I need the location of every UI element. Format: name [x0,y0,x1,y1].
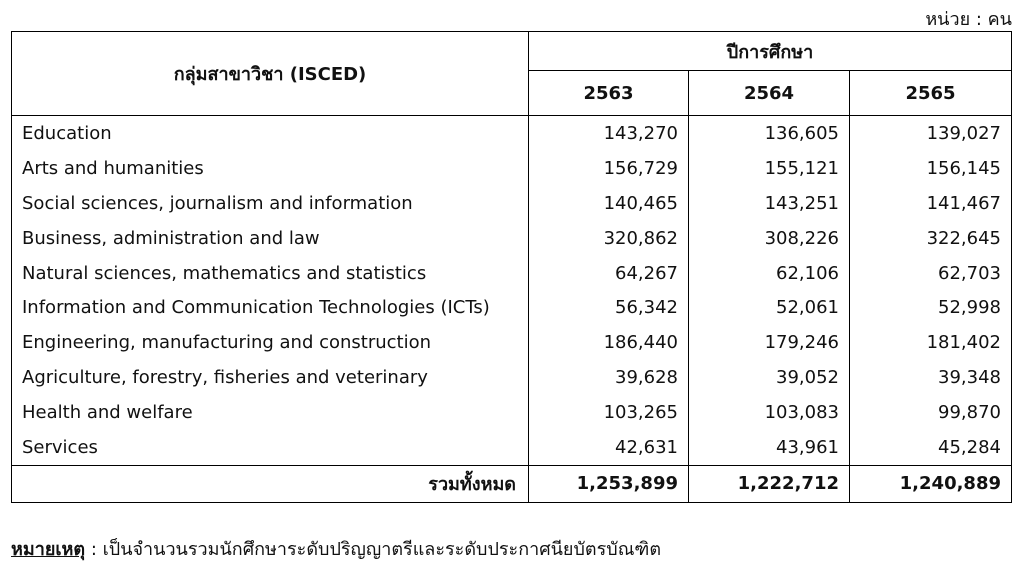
row-value-2565: 45,284 [850,430,1012,465]
row-category: Agriculture, forestry, fisheries and veterinary [12,360,529,395]
total-row [12,465,1012,502]
unit-label: หน่วย : คน [925,9,1012,30]
year-header-2565: 2565 [850,71,1012,116]
total-value-2563: 1,253,899 [529,465,689,502]
footnote-text: เป็นจำนวนรวมนักศึกษาระดับปริญญาตรีและระดับประกาศนียบัตรบัณฑิต [102,539,662,560]
enrollment-table [11,31,1012,503]
row-category: Services [12,430,529,465]
row-value-2564: 308,226 [689,221,850,256]
footnote-label: หมายเหตุ [11,539,86,560]
row-value-2565: 99,870 [850,395,1012,430]
table-row [12,256,1012,291]
table-row [12,221,1012,256]
row-value-2563: 42,631 [529,430,689,465]
row-value-2564: 103,083 [689,395,850,430]
row-value-2565: 141,467 [850,186,1012,221]
row-category: Arts and humanities [12,151,529,186]
table-header [12,32,1012,116]
table-row [12,151,1012,186]
footnote-separator: : [85,539,103,560]
table-row [12,325,1012,360]
year-header-2563: 2563 [529,71,689,116]
row-value-2563: 56,342 [529,290,689,325]
table-row [12,395,1012,430]
row-value-2565: 181,402 [850,325,1012,360]
category-column-header: กลุ่มสาขาวิชา (ISCED) [12,32,529,116]
row-value-2565: 322,645 [850,221,1012,256]
row-value-2565: 39,348 [850,360,1012,395]
row-value-2563: 320,862 [529,221,689,256]
row-value-2564: 179,246 [689,325,850,360]
row-category: Natural sciences, mathematics and statistics [12,256,529,291]
total-label: รวมทั้งหมด [12,465,529,502]
table-row [12,430,1012,465]
row-value-2564: 155,121 [689,151,850,186]
table-row [12,360,1012,395]
row-value-2564: 39,052 [689,360,850,395]
row-value-2563: 186,440 [529,325,689,360]
row-category: Engineering, manufacturing and construction [12,325,529,360]
row-value-2565: 62,703 [850,256,1012,291]
row-category: Information and Communication Technologies (ICTs) [12,290,529,325]
row-value-2565: 156,145 [850,151,1012,186]
row-category: Health and welfare [12,395,529,430]
row-value-2563: 156,729 [529,151,689,186]
row-value-2565: 52,998 [850,290,1012,325]
total-value-2565: 1,240,889 [850,465,1012,502]
row-category: Education [12,116,529,151]
row-value-2563: 39,628 [529,360,689,395]
row-category: Social sciences, journalism and information [12,186,529,221]
row-value-2564: 62,106 [689,256,850,291]
row-value-2564: 52,061 [689,290,850,325]
row-value-2563: 140,465 [529,186,689,221]
footnote [11,534,661,563]
row-category: Business, administration and law [12,221,529,256]
table-row [12,290,1012,325]
row-value-2563: 64,267 [529,256,689,291]
row-value-2563: 103,265 [529,395,689,430]
row-value-2564: 136,605 [689,116,850,151]
row-value-2564: 43,961 [689,430,850,465]
table-row [12,116,1012,151]
row-value-2565: 139,027 [850,116,1012,151]
academic-year-header: ปีการศึกษา [529,32,1012,71]
total-value-2564: 1,222,712 [689,465,850,502]
row-value-2564: 143,251 [689,186,850,221]
year-header-2564: 2564 [689,71,850,116]
table-row [12,186,1012,221]
row-value-2563: 143,270 [529,116,689,151]
table-body [12,116,1012,503]
